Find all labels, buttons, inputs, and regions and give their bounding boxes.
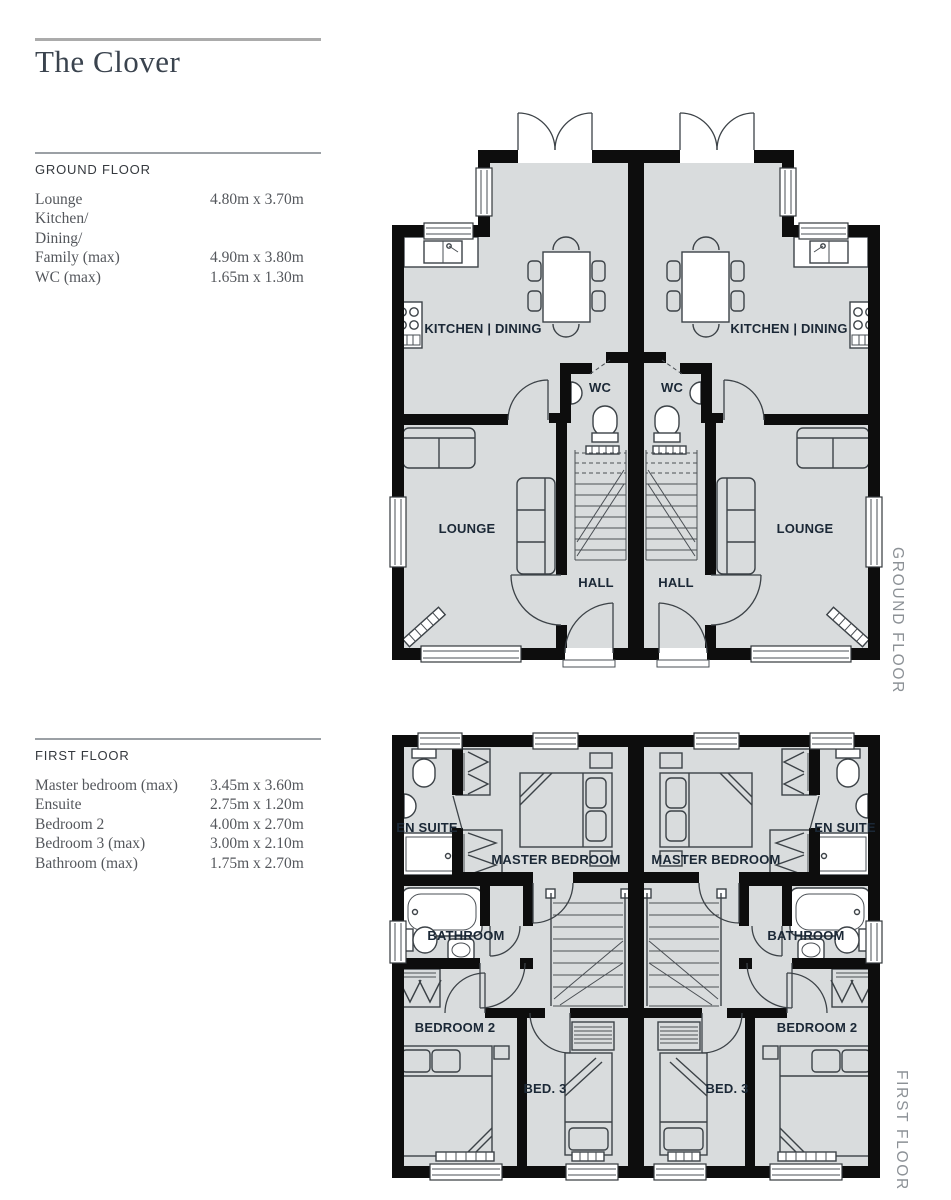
spec-label: Bedroom 3 (max) — [35, 835, 146, 853]
room-label-ensuite-right: EN SUITE — [814, 820, 876, 835]
spec-label: Bedroom 2 — [35, 815, 105, 833]
room-label-bathroom-right: BATHROOM — [767, 928, 845, 943]
room-label-hall-left: HALL — [578, 575, 614, 590]
spec-value: 4.80m x 3.70m — [210, 191, 304, 208]
spec-label: Lounge — [35, 191, 83, 208]
room-label-kitchen-dining-right: KITCHEN | DINING — [730, 321, 848, 336]
ground-floor-heading: GROUND FLOOR — [35, 162, 151, 177]
room-label-hall-right: HALL — [658, 575, 694, 590]
spec-label: Master bedroom (max) — [35, 777, 178, 794]
room-label-bedroom2-left: BEDROOM 2 — [414, 1020, 496, 1035]
room-label-bathroom-left: BATHROOM — [427, 928, 505, 943]
floor-plan-first — [390, 733, 910, 1191]
spec-value: 1.75m x 2.70m — [210, 854, 304, 872]
first-floor-heading: FIRST FLOOR — [35, 748, 130, 763]
room-label-wc-right: WC — [660, 380, 684, 395]
first-floor-side-label: FIRST FLOOR — [893, 1070, 910, 1191]
spec-label: Kitchen/ — [35, 210, 89, 228]
room-label-bed3-right: BED. 3 — [705, 1081, 749, 1096]
ground-floor-side-label: GROUND FLOOR — [889, 547, 906, 694]
spec-label: Bathroom (max) — [35, 854, 138, 872]
room-label-lounge-right: LOUNGE — [776, 521, 834, 536]
spec-value: 3.00m x 2.10m — [210, 835, 304, 853]
room-label-bedroom2-right: BEDROOM 2 — [776, 1020, 858, 1035]
spec-label: Family (max) — [35, 249, 120, 267]
room-label-master-bedroom-left: MASTER BEDROOM — [491, 852, 621, 867]
spec-label: WC (max) — [35, 268, 101, 286]
room-label-kitchen-dining-left: KITCHEN | DINING — [424, 321, 542, 336]
spec-value: 3.45m x 3.60m — [210, 777, 304, 794]
spec-value: 4.90m x 3.80m — [210, 249, 304, 267]
room-label-ensuite-left: EN SUITE — [396, 820, 458, 835]
room-label-master-bedroom-right: MASTER BEDROOM — [651, 852, 781, 867]
spec-label: Ensuite — [35, 796, 82, 814]
spec-value: 1.65m x 1.30m — [210, 268, 304, 286]
room-label-bed3-left: BED. 3 — [523, 1081, 567, 1096]
room-label-lounge-left: LOUNGE — [438, 521, 496, 536]
page-title: The Clover — [35, 44, 181, 79]
spec-label: Dining/ — [35, 229, 83, 247]
spec-value: 4.00m x 2.70m — [210, 815, 304, 833]
floor-plan-ground — [390, 113, 906, 694]
room-label-wc-left: WC — [588, 380, 612, 395]
spec-value: 2.75m x 1.20m — [210, 796, 304, 814]
